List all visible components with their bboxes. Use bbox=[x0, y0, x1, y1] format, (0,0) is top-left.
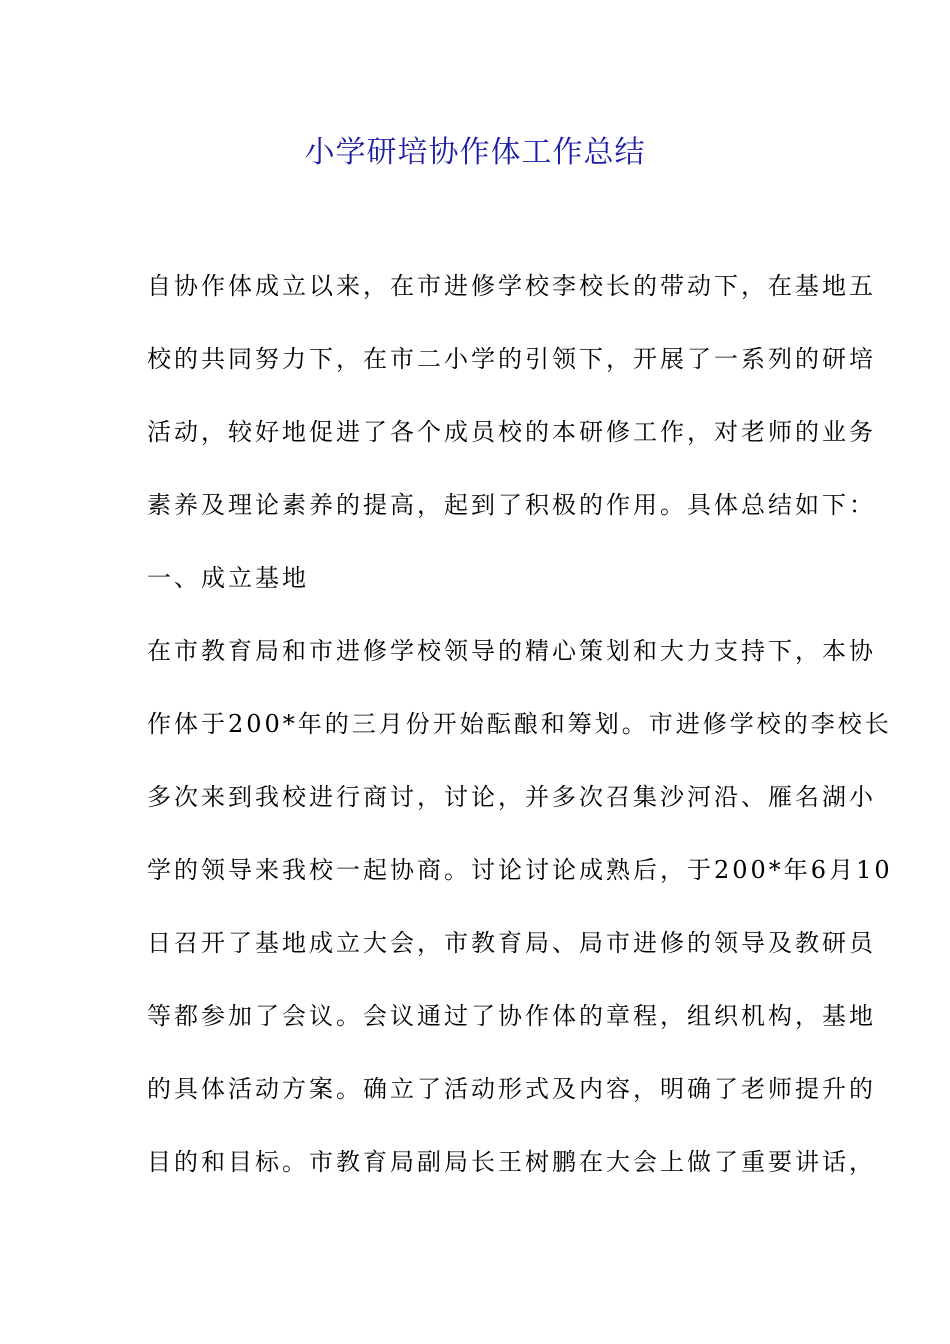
document-title: 小学研培协作体工作总结 bbox=[304, 135, 646, 170]
text-line: 活动，较好地促进了各个成员校的本研修工作，对老师的业务 bbox=[147, 418, 876, 446]
text-line: 素养及理论素养的提高，起到了积极的作用。具体总结如下： bbox=[147, 491, 876, 519]
text-line: 校的共同努力下，在市二小学的引领下，开展了一系列的研培 bbox=[147, 345, 876, 373]
section-heading: 一、成立基地 bbox=[147, 564, 309, 592]
text-line: 日召开了基地成立大会，市教育局、局市进修的领导及教研员 bbox=[147, 929, 876, 957]
text-line: 在市教育局和市进修学校领导的精心策划和大力支持下，本协 bbox=[147, 637, 876, 665]
text-line: 多次来到我校进行商讨，讨论，并多次召集沙河沿、雁名湖小 bbox=[147, 783, 876, 811]
text-line: 目的和目标。市教育局副局长王树鹏在大会上做了重要讲话， bbox=[147, 1148, 876, 1176]
text-line: 学的领导来我校一起协商。讨论讨论成熟后，于200*年6月10 bbox=[147, 856, 893, 884]
text-line: 作体于200*年的三月份开始酝酿和筹划。市进修学校的李校长 bbox=[147, 710, 892, 738]
text-line: 等都参加了会议。会议通过了协作体的章程，组织机构，基地 bbox=[147, 1002, 876, 1030]
text-line: 自协作体成立以来，在市进修学校李校长的带动下，在基地五 bbox=[147, 272, 876, 300]
text-line: 的具体活动方案。确立了活动形式及内容，明确了老师提升的 bbox=[147, 1075, 876, 1103]
document-body bbox=[147, 262, 893, 1211]
